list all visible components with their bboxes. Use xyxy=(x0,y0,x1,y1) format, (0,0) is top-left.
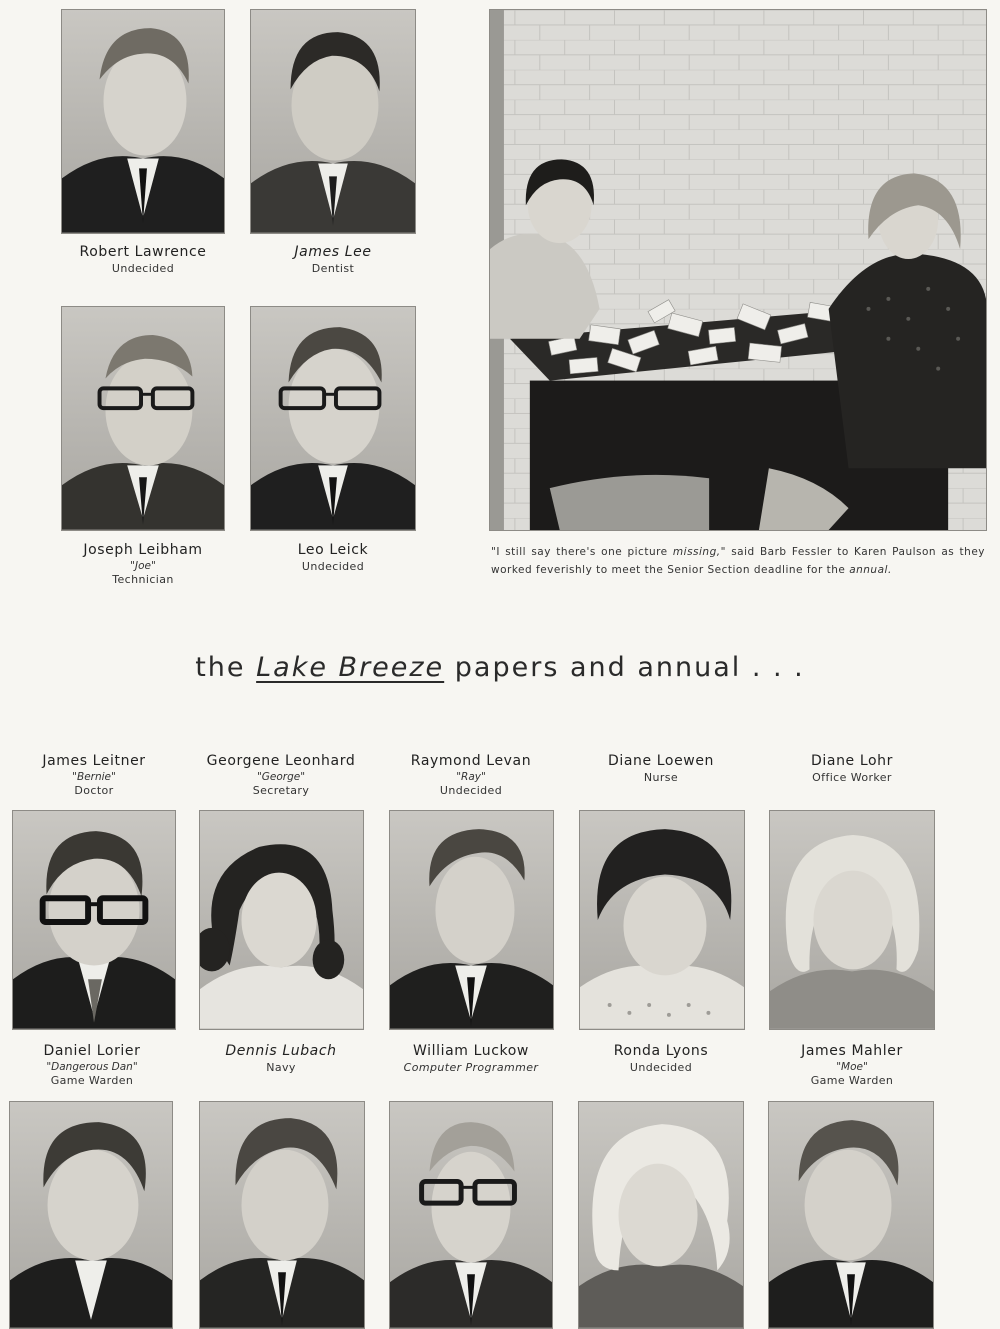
portrait-figure xyxy=(62,307,224,530)
portrait-figure xyxy=(579,1102,743,1328)
portrait-james-mahler xyxy=(768,1101,934,1329)
portrait-figure xyxy=(200,1102,364,1328)
portrait-james-lee xyxy=(250,9,416,234)
senior-name: Daniel Lorier xyxy=(43,1043,141,1059)
senior-nickname: "Ray" xyxy=(456,770,486,783)
senior-nickname: "George" xyxy=(256,770,306,783)
senior-name: William Luckow xyxy=(413,1043,529,1059)
caption-james-mahler xyxy=(762,1043,942,1087)
portrait-figure xyxy=(390,811,553,1029)
senior-name: James Leitner xyxy=(42,753,146,769)
caption-leo-leick xyxy=(241,542,425,573)
portrait-dennis-lubach xyxy=(199,1101,365,1329)
senior-occupation: Game Warden xyxy=(50,1073,134,1087)
portrait-daniel-lorier xyxy=(9,1101,173,1329)
senior-occupation: Dentist xyxy=(311,261,355,275)
headline-title: Lake Breeze xyxy=(256,652,445,683)
senior-name: Diane Loewen xyxy=(607,753,715,769)
portrait-william-luckow xyxy=(389,1101,553,1329)
senior-name: Diane Lohr xyxy=(811,753,893,769)
caption-raymond-levan xyxy=(381,753,561,797)
senior-name: Georgene Leonhard xyxy=(206,753,356,769)
senior-nickname: "Joe" xyxy=(130,559,156,572)
senior-name: Robert Lawrence xyxy=(79,244,207,260)
caption-dennis-lubach xyxy=(191,1043,371,1074)
caption-diane-lohr xyxy=(762,753,942,784)
headline-prefix: the xyxy=(195,652,246,683)
senior-occupation: Undecided xyxy=(111,261,175,275)
senior-nickname: "Bernie" xyxy=(72,770,116,783)
portrait-raymond-levan xyxy=(389,810,554,1030)
portrait-figure xyxy=(580,811,744,1029)
senior-name: Joseph Leibham xyxy=(83,542,203,558)
senior-occupation: Undecided xyxy=(301,559,365,573)
senior-occupation: Office Worker xyxy=(812,770,892,784)
portrait-joseph-leibham xyxy=(61,306,225,531)
section-headline xyxy=(0,652,1000,683)
portrait-robert-lawrence xyxy=(61,9,225,234)
portrait-diane-loewen xyxy=(579,810,745,1030)
senior-occupation: Navy xyxy=(266,1060,296,1074)
senior-name: James Mahler xyxy=(801,1043,903,1059)
senior-occupation: Computer Programmer xyxy=(403,1060,539,1074)
feature-caption xyxy=(491,543,985,580)
portrait-figure xyxy=(200,811,363,1029)
portrait-james-leitner xyxy=(12,810,176,1030)
senior-name: James Lee xyxy=(294,244,372,260)
senior-occupation: Doctor xyxy=(74,783,114,797)
feature-photo xyxy=(489,9,987,531)
senior-occupation: Secretary xyxy=(252,783,310,797)
caption-georgene-leonhard xyxy=(186,753,376,797)
portrait-figure xyxy=(62,10,224,233)
senior-name: Ronda Lyons xyxy=(613,1043,709,1059)
caption-james-lee xyxy=(241,244,425,275)
portrait-ronda-lyons xyxy=(578,1101,744,1329)
portrait-georgene-leonhard xyxy=(199,810,364,1030)
senior-occupation: Undecided xyxy=(629,1060,693,1074)
senior-nickname: "Dangerous Dan" xyxy=(46,1060,138,1073)
senior-occupation: Technician xyxy=(112,572,174,586)
portrait-figure xyxy=(13,811,175,1029)
senior-occupation: Game Warden xyxy=(810,1073,894,1087)
yearbook-staff-scene xyxy=(490,10,986,530)
portrait-figure xyxy=(770,811,934,1029)
caption-emphasis-1: missing, xyxy=(672,546,721,558)
caption-joseph-leibham xyxy=(51,542,235,586)
senior-occupation: Undecided xyxy=(439,783,503,797)
senior-name: Raymond Levan xyxy=(410,753,532,769)
caption-text-1: "I still say there's one picture xyxy=(491,546,673,558)
caption-robert-lawrence xyxy=(51,244,235,275)
caption-diane-loewen xyxy=(571,753,751,784)
portrait-figure xyxy=(251,10,415,233)
caption-ronda-lyons xyxy=(571,1043,751,1074)
senior-occupation: Nurse xyxy=(643,770,679,784)
portrait-leo-leick xyxy=(250,306,416,531)
senior-name: Leo Leick xyxy=(297,542,369,558)
senior-name: Dennis Lubach xyxy=(225,1043,337,1059)
portrait-figure xyxy=(10,1102,172,1328)
caption-daniel-lorier xyxy=(2,1043,182,1087)
portrait-diane-lohr xyxy=(769,810,935,1030)
caption-james-leitner xyxy=(4,753,184,797)
senior-nickname: "Moe" xyxy=(836,1060,868,1073)
portrait-figure xyxy=(769,1102,933,1328)
portrait-figure xyxy=(390,1102,552,1328)
headline-suffix: papers and annual . . . xyxy=(454,652,805,683)
caption-william-luckow xyxy=(371,1043,571,1074)
caption-emphasis-2: annual. xyxy=(849,564,892,577)
portrait-figure xyxy=(251,307,415,530)
caption-text-2: " said Barb Fessler to Karen Paulson as they worked feverishly to meet the Senior Section deadline for the xyxy=(491,546,985,577)
